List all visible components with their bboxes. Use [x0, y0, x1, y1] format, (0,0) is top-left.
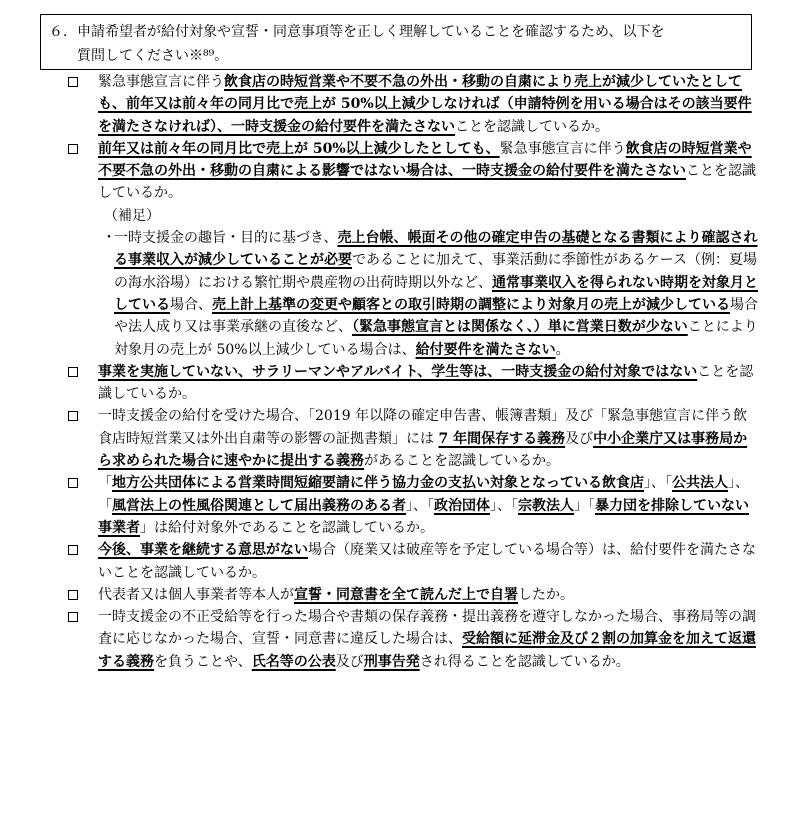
- body-text: 」、「: [644, 475, 672, 492]
- emphasized-text: 宗教法人: [518, 497, 574, 514]
- emphasized-text: 前年又は前々年の同月比で売上が 50%以上減少したとしても、: [98, 140, 500, 157]
- body-text: 代表者又は個人事業者等本人が: [98, 586, 294, 603]
- checklist-item: [68, 606, 758, 673]
- checklist-item: [68, 138, 758, 361]
- body-text: 。: [555, 341, 570, 358]
- body-text: 「: [98, 475, 112, 492]
- body-text: を負うことや、: [154, 653, 252, 670]
- checklist-item: [68, 539, 758, 584]
- body-text: 」、「: [98, 475, 749, 514]
- checklist-item-text: [98, 364, 753, 402]
- emphasized-text: （緊急事態宣言とは関係なく、）単に営業日数が少ない: [352, 319, 688, 336]
- section-header-box: [40, 14, 752, 70]
- checkbox-icon[interactable]: [68, 612, 78, 622]
- body-text: ことを認識しているか。: [455, 118, 609, 135]
- body-text: 及び: [565, 430, 594, 447]
- emphasized-text: 公共法人: [672, 475, 728, 492]
- supplement-label: （補足）: [104, 207, 160, 224]
- emphasized-text: 氏名等の公表: [251, 653, 336, 670]
- checklist-item-text: [98, 587, 574, 603]
- body-text: され得ることを認識しているか。: [419, 653, 630, 670]
- emphasized-text: 受給額に延滞金及び２割の加算金を加えて返還する義務: [98, 631, 756, 670]
- checklist: [68, 71, 758, 673]
- checkbox-icon[interactable]: [68, 77, 78, 87]
- body-text: ことを認識しているか。: [98, 163, 756, 202]
- checkbox-icon[interactable]: [68, 545, 78, 555]
- emphasized-text: 給付要件を満たさない: [415, 341, 556, 358]
- emphasized-text: 今後、事業を継続する意思がない: [98, 542, 308, 559]
- checklist-item-text: [98, 141, 756, 202]
- checklist-item: [68, 361, 758, 406]
- body-text: 一時支援金の給付を受けた場合、「2019 年以降の確定申告書、帳簿書類」及び「緊急事態宣言に伴う飲食店時短営業又は外出自粛等の影響の証拠書類」には: [98, 408, 748, 447]
- checkbox-icon[interactable]: [68, 411, 78, 421]
- checklist-item-text: [98, 74, 752, 135]
- checklist-item: [68, 472, 758, 539]
- emphasized-text: 地方公共団体による営業時間短縮要請に伴う協力金の支払い対象となっている飲食店: [112, 475, 644, 492]
- supplement-body: [98, 227, 758, 361]
- checkbox-icon[interactable]: [68, 144, 78, 154]
- checklist-item: [68, 71, 758, 138]
- emphasized-text: 風営法上の性風俗関連として届出義務のある者: [112, 497, 406, 514]
- emphasized-text: 飲食店の時短営業や不要不急の外出・移動の自粛による影響ではない場合は、一時支援金の給付要件を満たさない: [98, 140, 752, 180]
- body-text: があることを認識しているか。: [364, 453, 560, 470]
- emphasized-text: 7 年間保存する義務: [438, 430, 566, 447]
- checklist-item: [68, 405, 758, 472]
- body-text: 」、「: [406, 497, 434, 514]
- emphasized-text: 飲食店の時短営業や不要不急の外出・移動の自粛により売上が減少していたとしても、前年又は前々年の同月比で売上が 50%以上減少しなければ（申請特例を用いる場合はその該当要件を満たさなければ）、一時支援金の給付要件を満たさない: [98, 74, 752, 135]
- emphasized-text: 刑事告発: [363, 653, 420, 670]
- bullet-icon: ・: [102, 230, 116, 247]
- checkbox-icon[interactable]: [68, 367, 78, 377]
- section-instruction-line1: 申請希望者が給付対象や宣誓・同意事項等を正しく理解していることを確認するため、以下を: [77, 24, 665, 40]
- body-text: したか。: [518, 586, 574, 603]
- body-text: ことにより対象月の売上が 50%以上減少している場合は、: [114, 319, 758, 358]
- body-text: 緊急事態宣言に伴う: [98, 74, 224, 90]
- body-text: 及び: [335, 653, 364, 670]
- checklist-item-text: [98, 609, 756, 670]
- emphasized-text: 事業を実施していない、サラリーマンやアルバイト、学生等は、一時支援金の給付対象ではない: [98, 363, 698, 380]
- checkbox-icon[interactable]: [68, 478, 78, 488]
- checklist-item-text: [98, 408, 747, 469]
- checkbox-icon[interactable]: [68, 590, 78, 600]
- checklist-item-text: [98, 475, 749, 536]
- section-number: ６．: [49, 24, 77, 40]
- body-text: 場合（廃業又は破産等を予定している場合等）は、給付要件を満たさないことを認識しているか。: [98, 542, 756, 581]
- body-text: ことを認識しているか。: [98, 363, 754, 403]
- emphasized-text: 売上台帳、帳面その他の確定申告の基礎となる書類により確認される事業収入が減少していることが必要: [114, 230, 758, 269]
- checklist-item-text: [98, 542, 756, 580]
- body-text: 緊急事態宣言に伴う: [499, 140, 626, 157]
- checklist-item: [68, 584, 758, 606]
- emphasized-text: 政治団体: [434, 497, 490, 514]
- emphasized-text: 宣誓・同意書を全て読んだ上で自署: [294, 586, 518, 603]
- body-text: 場合や法人成り又は事業承継の直後など、: [114, 296, 758, 336]
- body-text: 一時支援金の趣旨・目的に基づき、: [114, 230, 338, 247]
- emphasized-text: 売上計上基準の変更や顧客との取引時期の調整により対象月の売上が減少している: [212, 296, 730, 313]
- body-text: 」、「: [490, 497, 518, 514]
- body-text: 一時支援金の不正受給等を行った場合や書類の保存義務・提出義務を遵守しなかった場合、事務局等の調査に応じなかった場合、宣誓・同意書に違反した場合は、: [98, 609, 756, 648]
- body-text: 」「: [574, 497, 595, 514]
- body-text: 」は給付対象外であることを認識しているか。: [140, 519, 434, 536]
- emphasized-text: 中小企業庁又は事務局から求められた場合に速やかに提出する義務: [98, 430, 748, 470]
- body-text: であることに加えて、事業活動に季節性があるケース（例：夏場の海水浴場）における繁忙期や農産物の出荷時期以外など、: [114, 252, 758, 291]
- emphasized-text: 暴力団を排除していない事業者: [98, 497, 749, 536]
- section-instruction-line2: 質問してください※⁸⁹。: [77, 48, 229, 64]
- emphasized-text: 通常事業収入を得られない時期を対象月としている: [114, 274, 758, 313]
- body-text: 場合、: [170, 296, 212, 313]
